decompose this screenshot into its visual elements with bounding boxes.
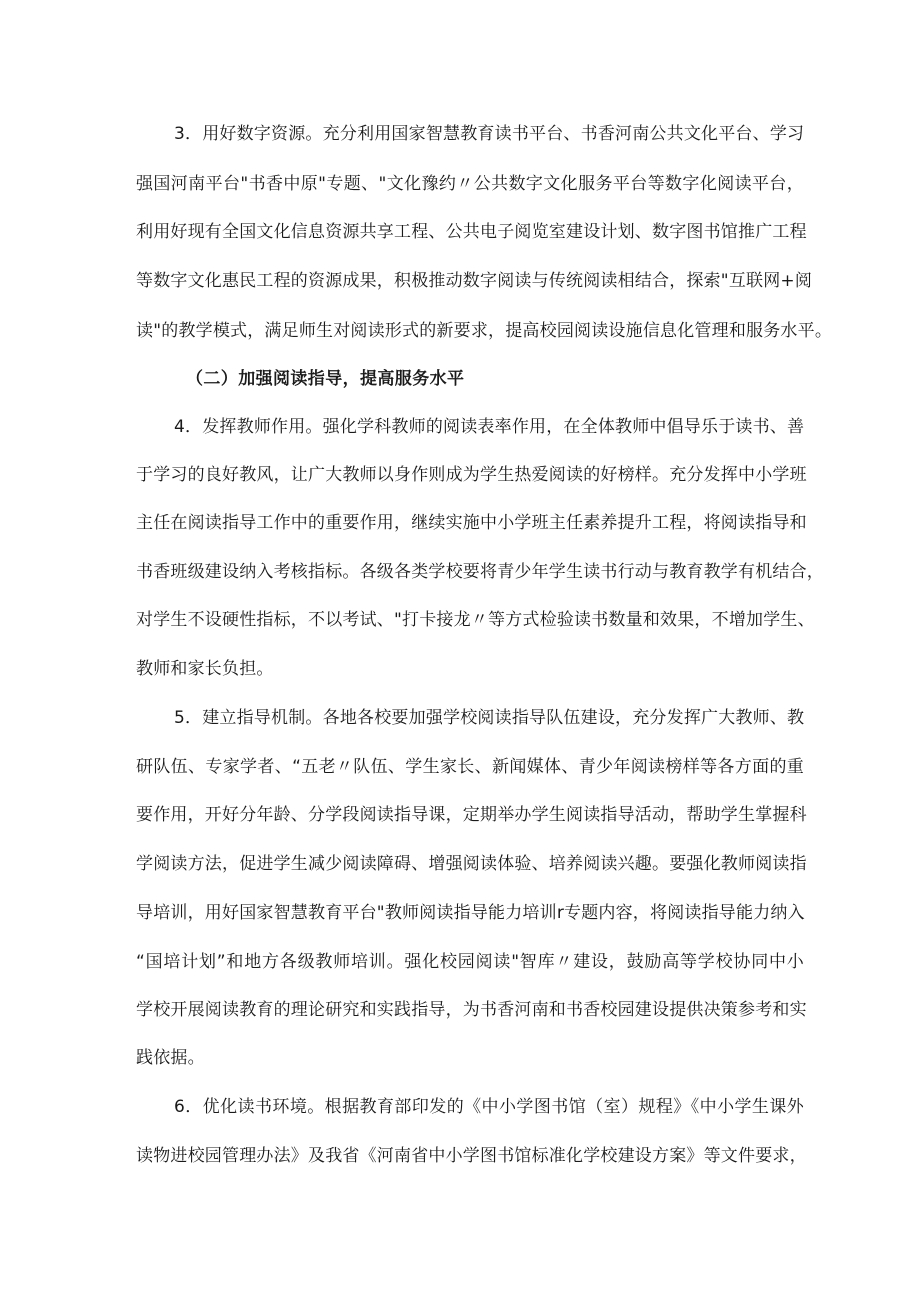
paragraph-line: 书香班级建设纳入考核指标。各级各类学校要将青少年学生读书行动与教育教学有机结合，: [136, 562, 824, 582]
paragraph-line: 于学习的良好教风，让广大教师以身作则成为学生热爱阅读的好榜样。充分发挥中小学班: [136, 465, 807, 485]
paragraph-line: 教师和家长负担。: [136, 659, 274, 679]
paragraph-line: 5．建立指导机制。各地各校要加强学校阅读指导队伍建设，充分发挥广大教师、教: [174, 708, 805, 728]
section-heading: （二）加强阅读指导，提高服务水平: [186, 369, 465, 389]
paragraph-line: 研队伍、专家学者、“五老〃队伍、学生家长、新闻媒体、青少年阅读榜样等各方面的重: [136, 757, 804, 777]
paragraph-line: 学校开展阅读教育的理论研究和实践指导，为书香河南和书香校园建设提供决策参考和实: [136, 1000, 807, 1020]
paragraph-line: 4．发挥教师作用。强化学科教师的阅读表率作用，在全体教师中倡导乐于读书、善: [174, 417, 805, 437]
paragraph-line: 对学生不设硬性指标，不以考试、"打卡接龙〃等方式检验读书数量和效果，不增加学生、: [136, 610, 815, 630]
paragraph-line: 利用好现有全国文化信息资源共享工程、公共电子阅览室建设计划、数字图书馆推广工程: [136, 222, 807, 242]
paragraph-line: 6．优化读书环境。根据教育部印发的《中小学图书馆（室）规程》《中小学生课外: [174, 1097, 804, 1117]
paragraph-line: 读物进校园管理办法》及我省《河南省中小学图书馆标准化学校建设方案》等文件要求，: [136, 1146, 807, 1166]
paragraph-line: 读"的教学模式，满足师生对阅读形式的新要求，提高校园阅读设施信息化管理和服务水平。: [136, 321, 833, 341]
paragraph-line: 践依据。: [136, 1048, 205, 1068]
paragraph-line: 主任在阅读指导工作中的重要作用，继续实施中小学班主任素养提升工程，将阅读指导和: [136, 513, 807, 533]
paragraph-line: 等数字文化惠民工程的资源成果，积极推动数字阅读与传统阅读相结合，探索"互联网+阅: [136, 271, 813, 291]
paragraph-line: 导培训，用好国家智慧教育平台"教师阅读指导能力培训r专题内容，将阅读指导能力纳入: [136, 903, 805, 923]
paragraph-line: “国培计划”和地方各级教师培训。强化校园阅读"智库〃建设，鼓励高等学校协同中小: [136, 952, 804, 972]
paragraph-line: 强国河南平台"书香中原"专题、"文化豫约〃公共数字文化服务平台等数字化阅读平台，: [136, 174, 804, 194]
paragraph-line: 要作用，开好分年龄、分学段阅读指导课，定期举办学生阅读指导活动，帮助学生掌握科: [136, 805, 807, 825]
paragraph-line: 3．用好数字资源。充分利用国家智慧教育读书平台、书香河南公共文化平台、学习: [174, 124, 805, 144]
paragraph-line: 学阅读方法，促进学生减少阅读障碍、增强阅读体验、培养阅读兴趣。要强化教师阅读指: [136, 854, 807, 874]
